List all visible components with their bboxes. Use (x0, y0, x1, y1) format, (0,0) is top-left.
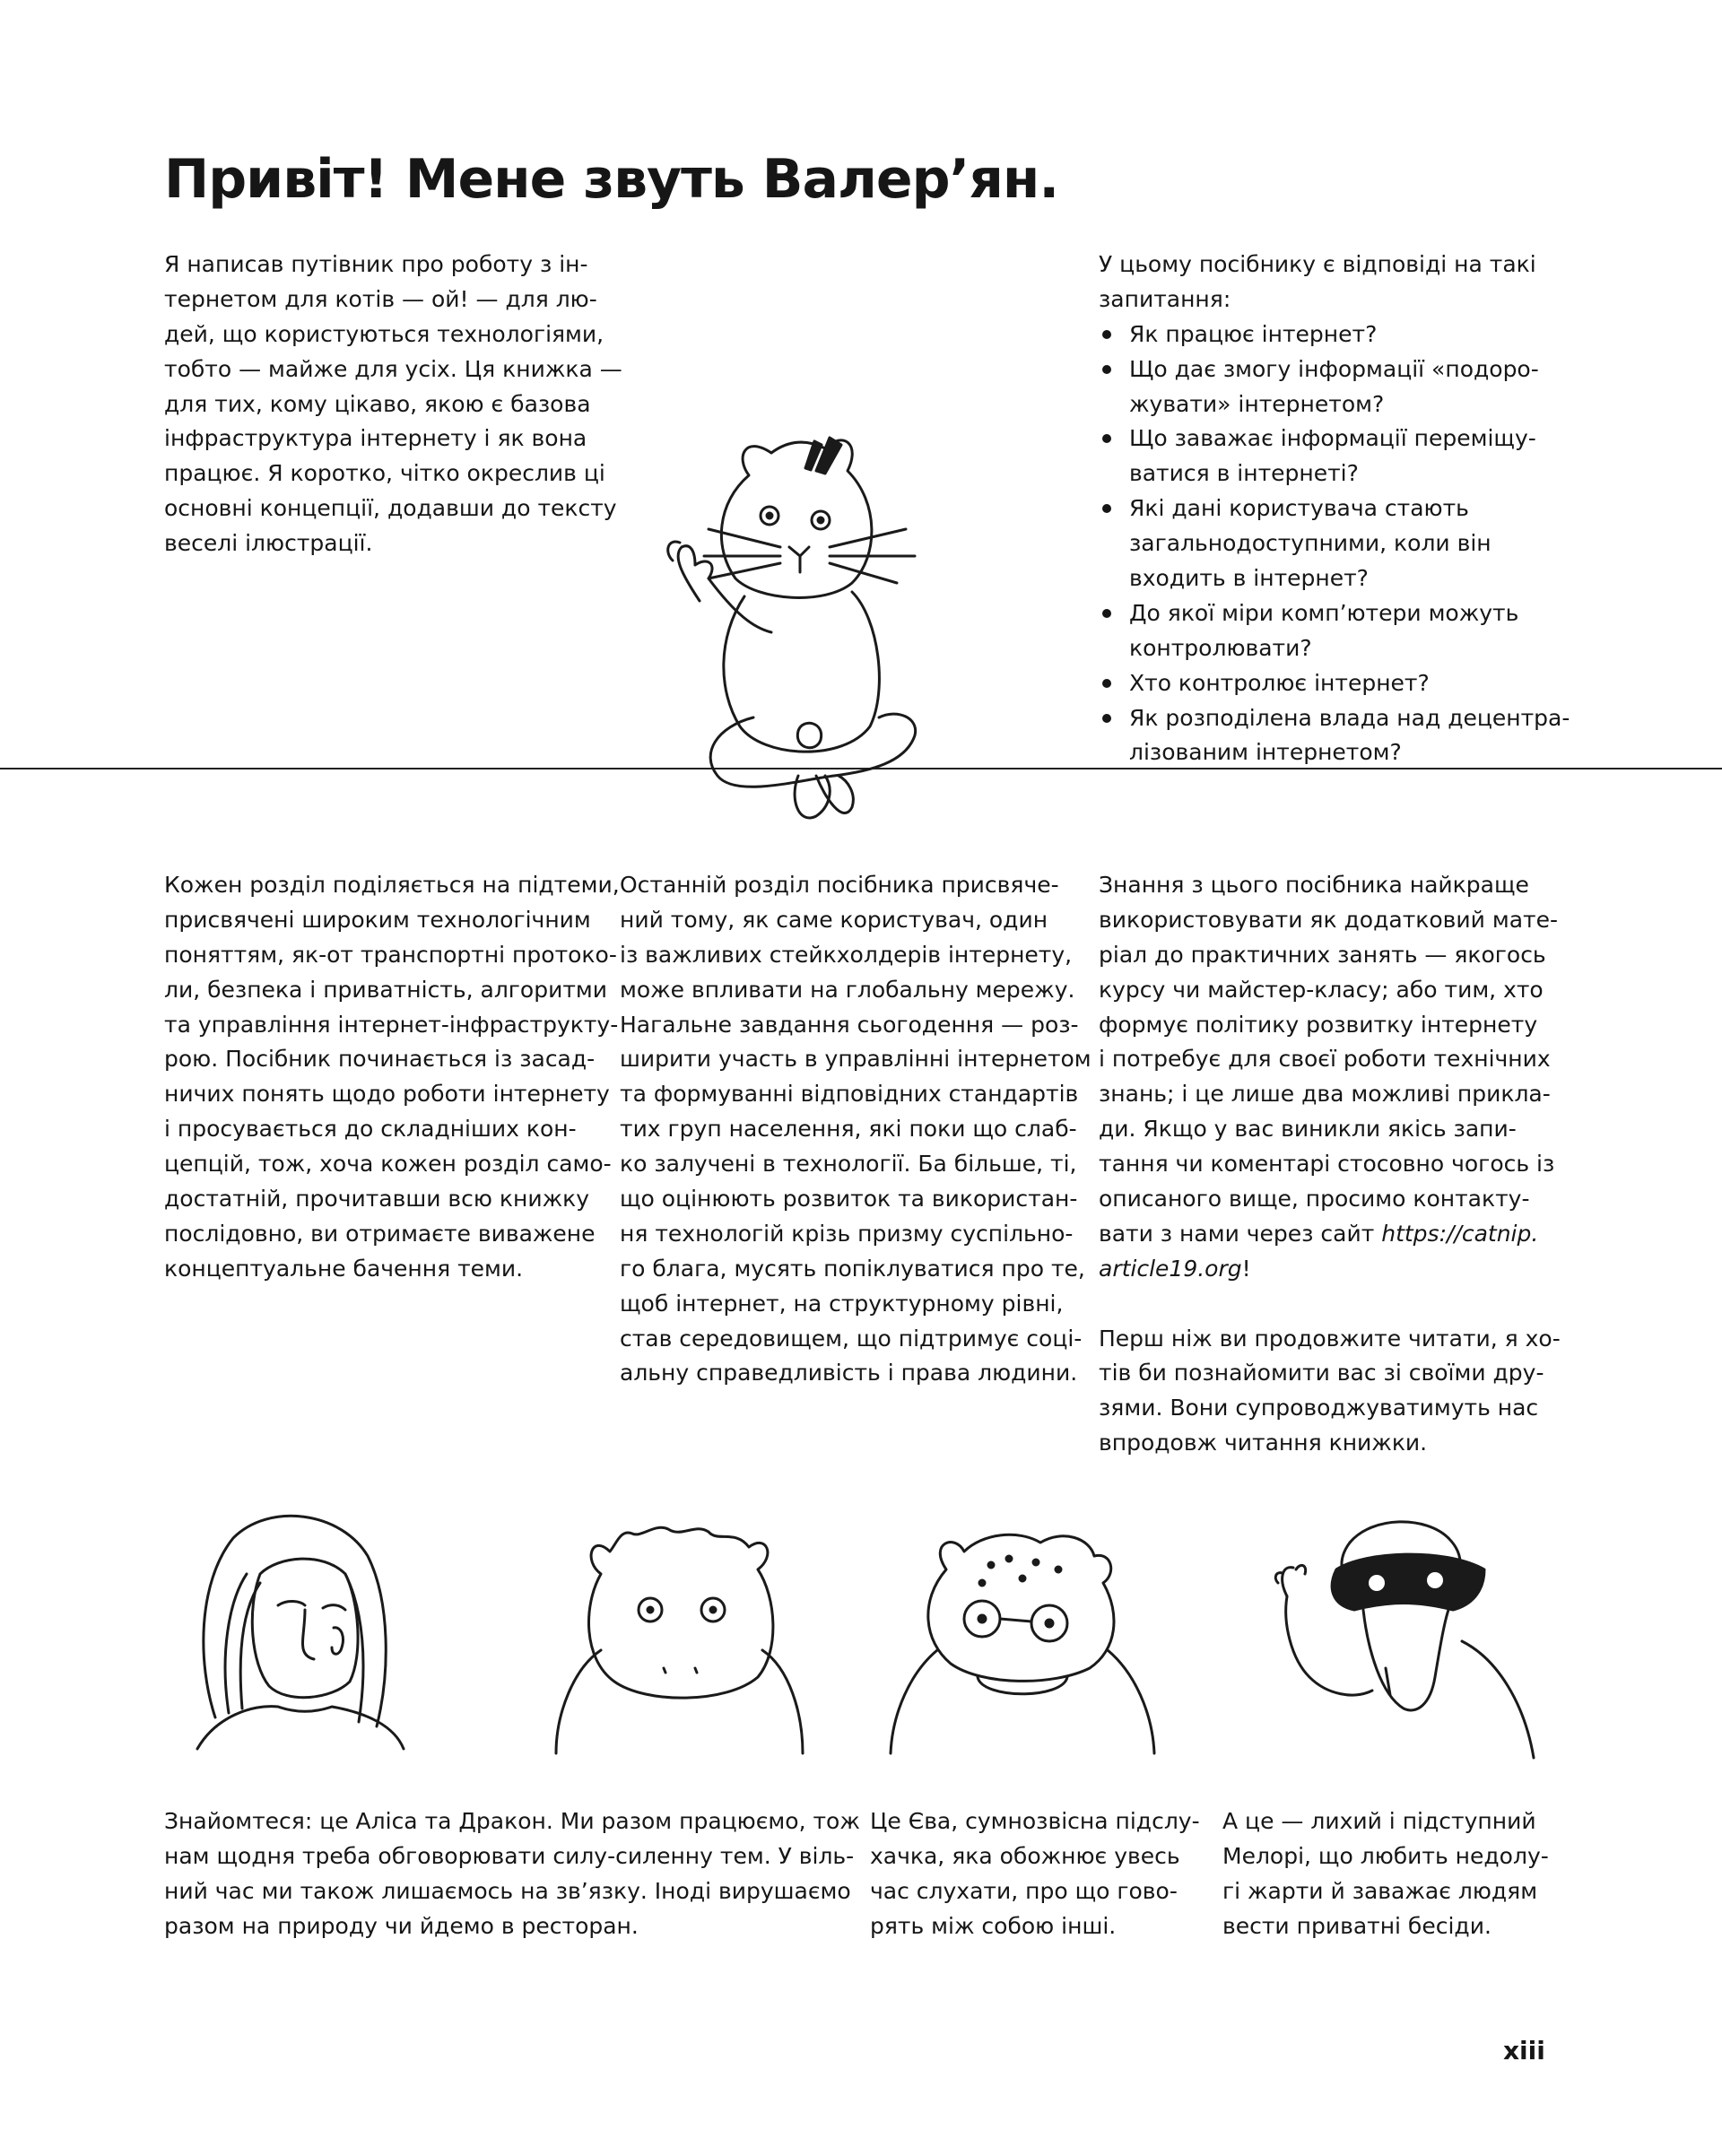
text-line: Це Єва, сумнозвісна підслу- (870, 1808, 1200, 1834)
text-line: вести приватні бесіди. (1222, 1912, 1492, 1939)
text-line: курсу чи майстер-класу; або тим, хто (1099, 976, 1544, 1003)
text-line: концептуальне бачення теми. (164, 1255, 524, 1282)
text-line: із важливих стейкхолдерів інтернету, (620, 941, 1073, 968)
column-3 (1099, 868, 1561, 1461)
intro-line: Я написав путівник про роботу з ін- (164, 251, 588, 277)
text-line: альну справедливість і права людини. (620, 1360, 1078, 1387)
text-line: і потребує для своєї роботи технічних (1099, 1046, 1551, 1073)
text-line: ширити участь в управлінні інтернетом (620, 1046, 1091, 1073)
caption-alice-dragon (164, 1804, 860, 1944)
list-item: Що заважає інформації переміщу- ватися в інтернеті? (1099, 422, 1570, 491)
text-line: Нагальне завдання сьогодення — роз- (620, 1011, 1079, 1038)
alice-illustration (179, 1502, 413, 1753)
website-link[interactable]: https://catnip. (1381, 1220, 1539, 1247)
text-line: ний тому, як саме користувач, один (620, 906, 1048, 933)
text-line: щоб інтернет, на структурному рівні, (620, 1290, 1064, 1317)
text-line: ди. Якщо у вас виникли якісь запи- (1099, 1116, 1517, 1143)
caption-eve (870, 1804, 1200, 1944)
page-number: xiii (1503, 2036, 1545, 2065)
text-line: присвячені широким технологічним (164, 906, 591, 933)
text-line: тання чи коментарі стосовно чогось із (1099, 1151, 1555, 1178)
intro-line: працює. Я коротко, чітко окреслив ці (164, 460, 605, 487)
intro-line: веселі ілюстрації. (164, 530, 373, 557)
intro-line: основні концепції, додавши до тексту (164, 495, 617, 522)
text-line: тих груп населення, які поки що слаб- (620, 1116, 1077, 1143)
caption-mallory (1222, 1804, 1549, 1944)
intro-line: інфраструктура інтернету і як вона (164, 425, 587, 452)
intro-line: для тих, кому цікаво, якою є базова (164, 390, 591, 417)
text-line: ничих понять щодо роботи інтернету (164, 1081, 610, 1108)
text-line: article19.org! (1099, 1255, 1251, 1282)
text-line: Мелорі, що любить недолу- (1222, 1842, 1549, 1869)
text-line: рою. Посібник починається із засад- (164, 1046, 596, 1073)
text-line: вати з нами через сайт https://catnip. (1099, 1220, 1539, 1247)
text-line: цепцій, тож, хоча кожен розділ само- (164, 1151, 612, 1178)
cat-illustration (610, 422, 1040, 834)
list-item: Як розподілена влада над децентра- лізованим інтернетом? (1099, 701, 1570, 771)
column-2 (620, 868, 1091, 1391)
text-line: гі жарти й заважає людям (1222, 1877, 1538, 1904)
text-line: Перш ніж ви продовжите читати, я хо- (1099, 1325, 1561, 1352)
text-line: тів би познайомити вас зі своїми дру- (1099, 1360, 1544, 1387)
text-line: впродовж читання книжки. (1099, 1430, 1428, 1456)
text-line: Кожен розділ поділяється на підтеми, (164, 872, 620, 898)
page-title: Привіт! Мене звуть Валер’ян. (164, 148, 1059, 211)
list-item: Хто контролює інтернет? (1099, 666, 1570, 701)
text-line: час слухати, про що гово- (870, 1877, 1178, 1904)
text-line: знань; і це лише два можливі прикла- (1099, 1081, 1551, 1108)
text-line: Останній розділ посібника присвяче- (620, 872, 1059, 898)
website-link[interactable]: article19.org (1099, 1255, 1242, 1282)
text-line: та формуванні відповідних стандартів (620, 1081, 1079, 1108)
list-item: Які дані користувача стають загальнодоступними, коли він входить в інтернет? (1099, 491, 1570, 596)
text-line: що оцінюють розвиток та використан- (620, 1186, 1078, 1213)
text-line: і просувається до складніших кон- (164, 1116, 577, 1143)
questions-list (1099, 317, 1570, 771)
text-line: хачка, яка обожнює увесь (870, 1842, 1180, 1869)
intro-paragraph (164, 248, 622, 561)
questions-lead: У цьому посібнику є відповіді на такі (1099, 251, 1536, 277)
text-line: го блага, мусять попіклуватися про те, (620, 1255, 1085, 1282)
text-line: використовувати як додатковий мате- (1099, 906, 1558, 933)
text-line: Знайомтеся: це Аліса та Дракон. Ми разом працюємо, тож (164, 1808, 860, 1834)
text-line: ня технологій крізь призму суспільно- (620, 1220, 1074, 1247)
questions-lead: запитання: (1099, 285, 1231, 312)
text-line: ріал до практичних занять — якогось (1099, 941, 1546, 968)
text-line: ли, безпека і приватність, алгоритми (164, 976, 608, 1003)
intro-line: тернетом для котів — ой! — для лю- (164, 285, 597, 312)
text-line: ний час ми також лишаємось на зв’язку. Іноді вирушаємо (164, 1877, 851, 1904)
text-line: Знання з цього посібника найкраще (1099, 872, 1529, 898)
text-line: послідовно, ви отримаєте виважене (164, 1220, 596, 1247)
text-line: описаного вище, просимо контакту- (1099, 1186, 1530, 1213)
intro-line: дей, що користуються технологіями, (164, 320, 604, 347)
list-item: Що дає змогу інформації «подоро- жувати» інтернетом? (1099, 352, 1570, 422)
mallory-illustration (1256, 1516, 1543, 1767)
text-line: та управління інтернет-інфраструкту- (164, 1011, 619, 1038)
text-line: зями. Вони супроводжуватимуть нас (1099, 1395, 1539, 1421)
intro-line: тобто — майже для усіх. Ця книжка — (164, 355, 622, 382)
text-line: став середовищем, що підтримує соці- (620, 1325, 1083, 1352)
text-line: формує політику розвитку інтернету (1099, 1011, 1538, 1038)
text-line: разом на природу чи йдемо в ресторан. (164, 1912, 639, 1939)
text-line: нам щодня треба обговорювати силу-силенну тем. У віль- (164, 1842, 855, 1869)
column-1 (164, 868, 620, 1287)
text-line: А це — лихий і підступний (1222, 1808, 1536, 1834)
text-line: поняттям, як-от транспортні протоко- (164, 941, 617, 968)
text-line: рять між собою інші. (870, 1912, 1117, 1939)
eve-illustration (883, 1516, 1161, 1758)
text-line: може впливати на глобальну мережу. (620, 976, 1075, 1003)
list-item: Як працює інтернет? (1099, 317, 1570, 352)
list-item: До якої міри комп’ютери можуть контролювати? (1099, 596, 1570, 666)
text-line: достатній, прочитавши всю книжку (164, 1186, 589, 1213)
text-line: ко залучені в технології. Ба більше, ті, (620, 1151, 1077, 1178)
dragon-illustration (547, 1516, 816, 1758)
questions-block (1099, 248, 1570, 770)
